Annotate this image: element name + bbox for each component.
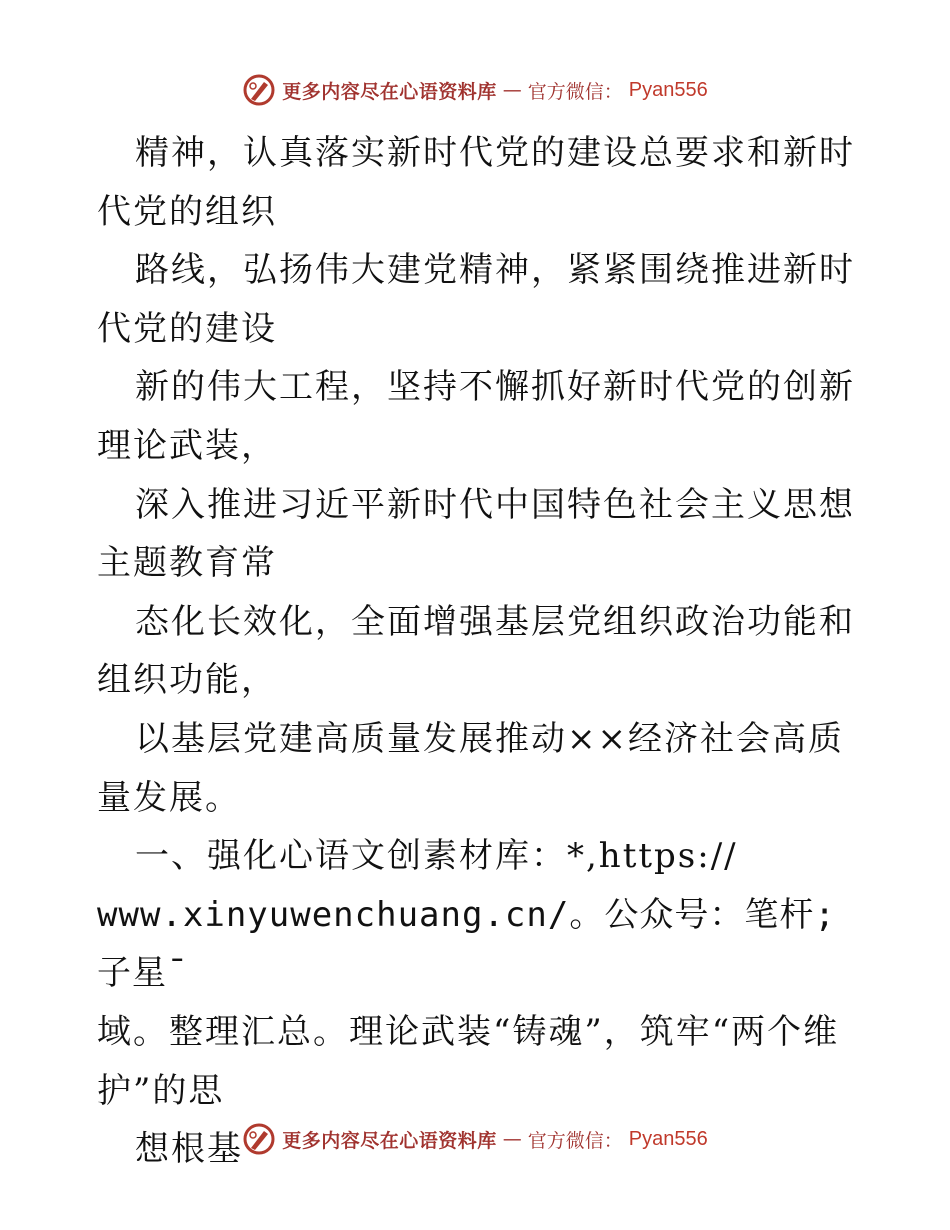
banner-dash: —: [502, 1128, 522, 1150]
banner-text: 更多内容尽在心语资料库: [282, 1129, 497, 1152]
url-line: www.xinyuwenchuang.cn/。公众号：笔杆;子星¯: [97, 894, 836, 994]
paragraph: 域。整理汇总。理论武装“铸魂”，筑牢“两个维护”的思: [97, 1011, 840, 1111]
paragraph: 想根基: [135, 1129, 243, 1170]
pen-logo-icon: [242, 73, 276, 107]
banner-wechat-label: 官方微信：: [527, 1129, 623, 1152]
paragraph: 态化长效化，全面增强基层党组织政治功能和组织功能，: [97, 601, 855, 701]
document-body: [97, 124, 857, 1179]
footer-banner: [0, 1117, 950, 1161]
banner-wechat-id: Pyan556: [628, 78, 708, 101]
banner-wechat-id: Pyan556: [628, 1127, 708, 1150]
paragraph: 路线，弘扬伟大建党精神，紧紧围绕推进新时代党的建设: [97, 250, 855, 349]
pen-logo-icon: [242, 1122, 276, 1156]
paragraph: 以基层党建高质量发展推动××经济社会高质量发展。: [97, 718, 844, 818]
banner-text: 更多内容尽在心语资料库: [282, 80, 497, 103]
header-banner: [0, 68, 950, 112]
paragraph: 新的伟大工程，坚持不懈抓好新时代党的创新理论武装，: [97, 367, 855, 466]
banner-dash: —: [502, 79, 522, 101]
section-heading: 一、强化心语文创素材库：*,https://: [135, 836, 738, 877]
paragraph: 深入推进习近平新时代中国特色社会主义思想主题教育常: [97, 484, 855, 584]
paragraph: 精神，认真落实新时代党的建设总要求和新时代党的组织: [97, 133, 855, 232]
banner-wechat-label: 官方微信：: [527, 80, 623, 103]
